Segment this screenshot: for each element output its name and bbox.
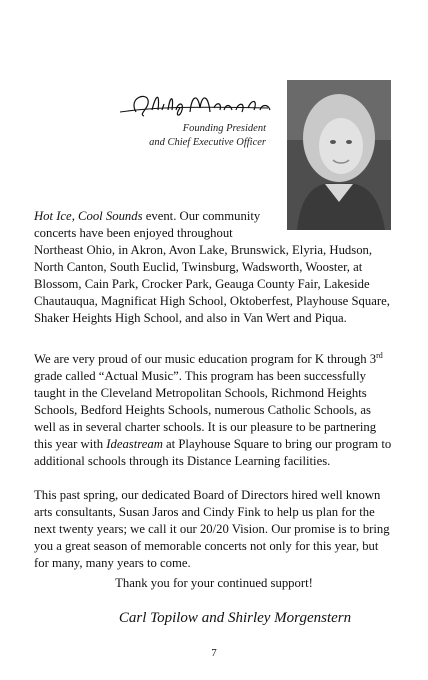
paragraph-1-top [34, 208, 282, 242]
p1-line2: concerts have been enjoyed throughout [34, 225, 233, 240]
p1-line1-rest: event. Our community [142, 209, 261, 223]
page-number: 7 [211, 647, 217, 659]
portrait-photo [287, 80, 391, 230]
p2-part-a: We are very proud of our music education program for K through 3 [34, 352, 377, 367]
closing-signature: Carl Topilow and Shirley Morgenstern [118, 610, 352, 626]
p2-part-c: at Playhouse Square to bring our program to additional schools through its Distance Learning facilities. [34, 436, 392, 468]
portrait-illustration [287, 80, 391, 230]
event-name: Hot Ice, Cool Sounds [34, 209, 143, 223]
signature [118, 88, 272, 120]
title-line-2: and Chief Executive Officer [149, 137, 266, 148]
thanks-line: Thank you for your continued support! [115, 576, 313, 590]
signature-title [149, 122, 266, 150]
paragraph-2 [34, 348, 394, 470]
p2-part-b: grade called “Actual Music”. This program has been successfully taught in the Cleveland Metropolitan Schools, Richmond Heights Schools, Bedford Heights Schools, numerous Catholic Schools, as well as in several charter schools. It is our pleasure to be partnering this year with [34, 369, 377, 451]
paragraph-3: This past spring, our dedicated Board of Directors hired well known arts consultants, Susan Jaros and Cindy Fink to help us plan for the next twenty years; we call it our 20/20 Vision. Our promise is to bring you a great season of memorable concerts not only for this year, but for many, many years to come. [34, 488, 390, 570]
title-line-1: Founding President [182, 123, 266, 134]
p2-superscript: rd [376, 351, 383, 360]
paragraph-1-rest: Northeast Ohio, in Akron, Avon Lake, Brunswick, Elyria, Hudson, North Canton, South Euclid, Twinsburg, Wadsworth, Wooster, at Blossom, Cain Park, Crocker Park, Geauga County Fair, Lakeside Chautauqua, Magnificat High School, Oktoberfest, Playhouse Square, Shaker Heights High School, and also in Van Wert and Piqua. [34, 243, 390, 325]
p2-ideastream: Ideastream [106, 436, 163, 451]
